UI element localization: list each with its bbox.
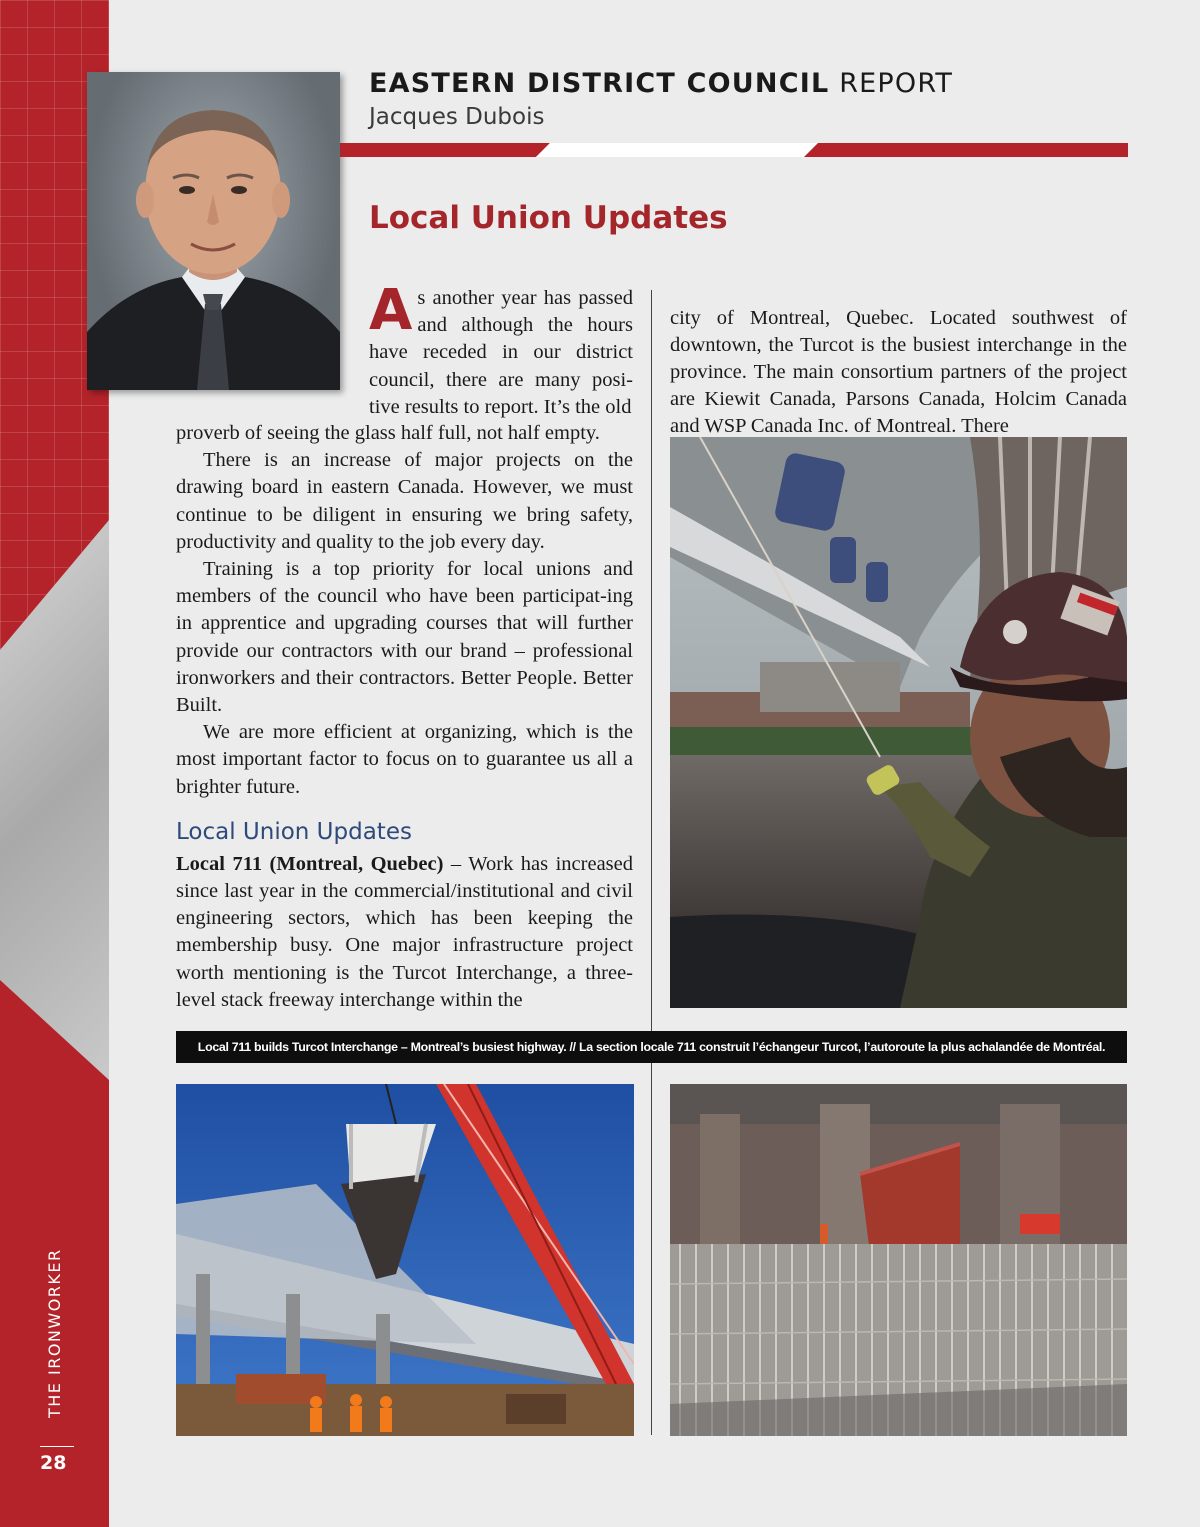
paragraph-local-711 [176, 851, 633, 1014]
local-711-text: – Work has increased since last year in the commercial/institutional and civil engineering sectors, which has been keeping the membership busy. One major infrastructure project worth mentioning is the Turcot Interchange, a three-level stack freeway interchange within the [176, 852, 633, 1011]
article-heading: Local Union Updates [369, 200, 728, 236]
local-711-label: Local 711 (Montreal, Quebec) [176, 852, 444, 875]
report-title-light: REPORT [839, 68, 954, 99]
paragraph-organizing: We are more efficient at organizing, which is the most important factor to focus on to guarantee us all a brighter future. [176, 721, 633, 798]
intro-paragraph [369, 278, 633, 421]
photo-rebar-site [670, 1084, 1127, 1436]
report-author: Jacques Dubois [369, 104, 545, 130]
report-title-bold: EASTERN DISTRICT COUNCIL [369, 68, 830, 99]
photo-caption-bar [176, 1031, 1127, 1063]
section-subheading: Local Union Updates [176, 818, 412, 845]
page-number-rule [40, 1446, 74, 1447]
intro-text: s another year has passed and although the hours have receded in our district council, there are many posi-tive results to report. It’s the old [369, 287, 633, 418]
publication-name: THE IRONWORKER [45, 1248, 64, 1418]
photo-caption: Local 711 builds Turcot Interchange – Montreal’s busiest highway. // La section locale 711 construit l’échangeur Turcot, l’autoroute la plus achalandée de Montréal. [197, 1040, 1106, 1054]
right-column [670, 284, 1127, 461]
left-column [176, 420, 633, 1014]
photo-turcot-ironworker [670, 437, 1127, 1008]
column-divider [651, 290, 652, 1435]
page-number: 28 [40, 1452, 67, 1474]
header-accent-bar [340, 143, 1128, 157]
intro-continuation: proverb of seeing the glass half full, not half empty. [176, 422, 600, 444]
paragraph-projects: There is an increase of major projects on the drawing board in eastern Canada. However, we must continue to be diligent in ensuring we bring safety, productivity and quality to the job every day. [176, 449, 633, 553]
paragraph-training: Training is a top priority for local unions and members of the council who have been participat-ing in apprentice and upgrading courses that will further provide our contractors with our brand – professional ironworkers and their contractors. Better People. Better Built. [176, 558, 633, 717]
author-portrait [87, 72, 340, 390]
paragraph-turcot: city of Montreal, Quebec. Located southwest of downtown, the Turcot is the busiest interchange in the province. The main consortium partners of the project are Kiewit Canada, Parsons Canada, Holcim Canada and WSP Canada Inc. of Montreal. There [670, 306, 1127, 438]
photo-crane-girder [176, 1084, 634, 1436]
drop-cap: A [369, 278, 413, 343]
report-title [369, 68, 953, 99]
